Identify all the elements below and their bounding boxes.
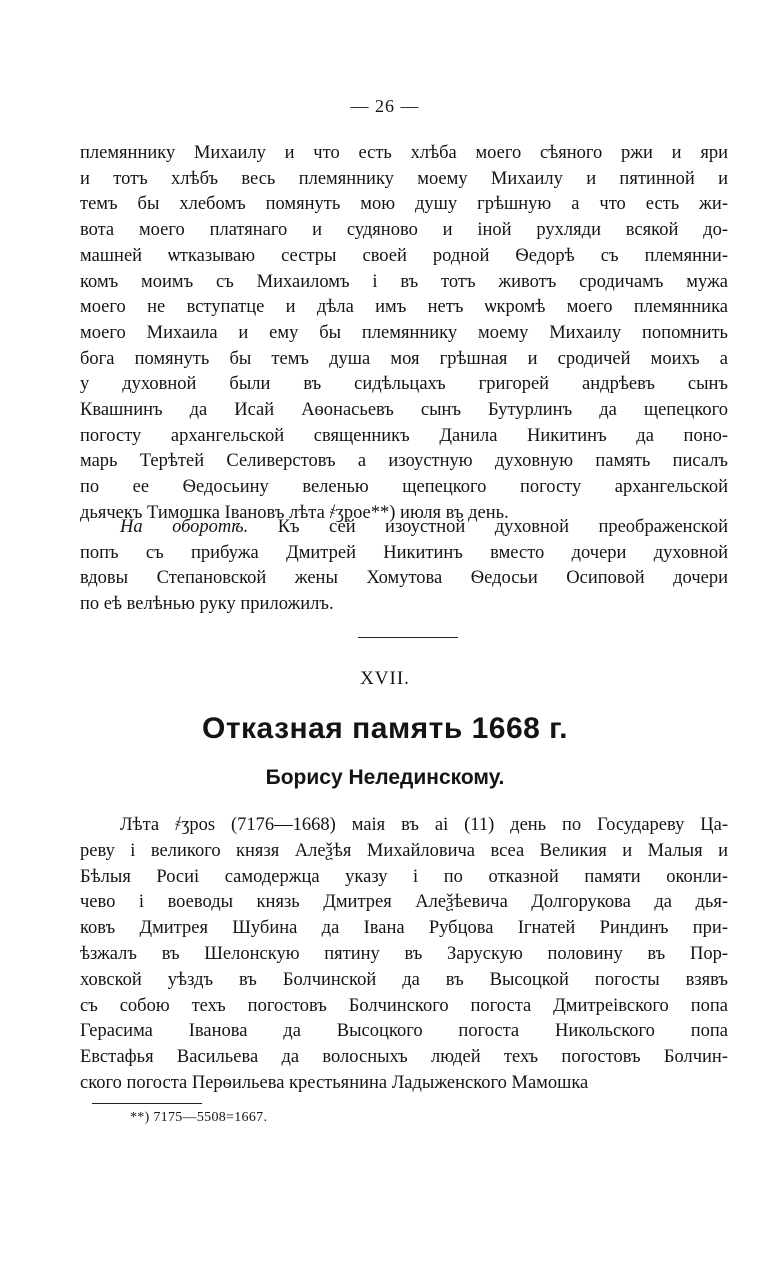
paragraph-will-continuation xyxy=(80,141,728,527)
document-subtitle: Борису Нелединскому. xyxy=(265,766,505,789)
text-line: марь Терѣтей Селиверстовъ а изоустную духовную память писалъ xyxy=(80,451,728,472)
text-line: реву і великого князя Алеѯѣя Михайловича всеа Великия и Малыя и xyxy=(80,840,728,861)
text-line: вота моего платянаго и судяново и іной рухляди всякой до- xyxy=(80,220,728,241)
text-line: комъ моимъ съ Михаиломъ і въ тотъ животъ сродичамъ мужа xyxy=(80,271,728,292)
text-line: ховской уѣздъ въ Болчинской да въ Высоцкой погосты взявъ xyxy=(80,969,728,990)
text-line: моего не вступатце и дѣла имъ нетъ ѡкромѣ моего племянника xyxy=(80,297,728,318)
text-line: племяннику Михаилу и что есть хлѣба моего сѣяного ржи и яри xyxy=(80,143,728,163)
paragraph-reverse-note xyxy=(80,515,728,618)
footnote: **) 7175—5508=1667. xyxy=(130,1110,268,1125)
lead-italic: На оборотѣ. xyxy=(120,517,249,537)
text-line: моего Михаила и ему бы племяннику моему Михаилу попомнить xyxy=(80,322,728,343)
text-line: Бѣлыя Росиі самодержца указу і по отказной памяти оконли- xyxy=(80,866,728,887)
text-line: погосту архангельской священникъ Данила Никитинъ да поно- xyxy=(80,425,728,446)
text-line: бога помянуть бы темъ душа моя грѣшная и сродичей моихъ а xyxy=(80,348,728,369)
text-line: ского погоста Перѳильева крестьянина Ладыженского Мамошка xyxy=(80,1072,589,1093)
text-line: ѣзжалъ въ Шелонскую пятину въ Зарускую половину въ Пор- xyxy=(80,943,728,964)
text-line: Евстафья Васильева да волосныхъ людей техъ погостовъ Болчин- xyxy=(80,1047,728,1068)
document-title: Отказная память 1668 г. xyxy=(201,712,569,745)
text-line: Квашнинъ да Исай Аѳонасьевъ сынъ Бутурлинъ да щепецкого xyxy=(80,400,728,421)
text-line: На оборотѣ. Къ сей изоустной духовной преображенской xyxy=(120,517,728,537)
text-line: по еѣ велѣнью руку приложилъ. xyxy=(80,594,334,615)
section-separator xyxy=(358,637,458,638)
text-line: темъ бы хлебомъ помянуть мою душу грѣшную а что есть жи- xyxy=(80,194,728,215)
text-line: дьячекъ Тимошка Івановъ лѣта ҂ӡрое**) июля въ день. xyxy=(80,502,509,523)
footnote-rule xyxy=(92,1103,202,1104)
section-number: XVII. xyxy=(360,668,410,689)
text-line: у духовной были въ сидѣльцахъ григорей андрѣевъ сынъ xyxy=(80,374,728,395)
text-line: машней ѡтказываю сестры своей родной Ѳедорѣ съ племянни- xyxy=(80,245,728,266)
text-line: по ее Ѳедосьину веленью щепецкого погосту архангельской xyxy=(80,477,728,498)
text-line: чево і воеводы князь Дмитрея Алеѯѣевича Долгорукова да дья- xyxy=(80,892,728,913)
text-line: Лѣта ҂ӡроѕ (7176—1668) маія въ аі (11) день по Государеву Ца- xyxy=(120,815,728,835)
page-number: — 26 — xyxy=(350,96,420,116)
text-line: Герасима Іванова да Высоцкого погоста Никольского попа xyxy=(80,1021,728,1042)
paragraph-refusal-memo xyxy=(80,813,728,1097)
text-line: и тотъ хлѣбъ весь племяннику моему Михаилу и пятинной и xyxy=(80,168,728,189)
text-line: съ собою техъ погостовъ Болчинского погоста Дмитреівского попа xyxy=(80,995,728,1016)
text-line: ковъ Дмитрея Шубина да Івана Рубцова Ігнатей Риндинъ при- xyxy=(80,918,728,939)
text-line: попъ съ прибужа Дмитрей Никитинъ вместо дочери духовной xyxy=(80,542,728,563)
text-line: вдовы Степановской жены Хомутова Ѳедосьи Осиповой дочери xyxy=(80,568,728,589)
